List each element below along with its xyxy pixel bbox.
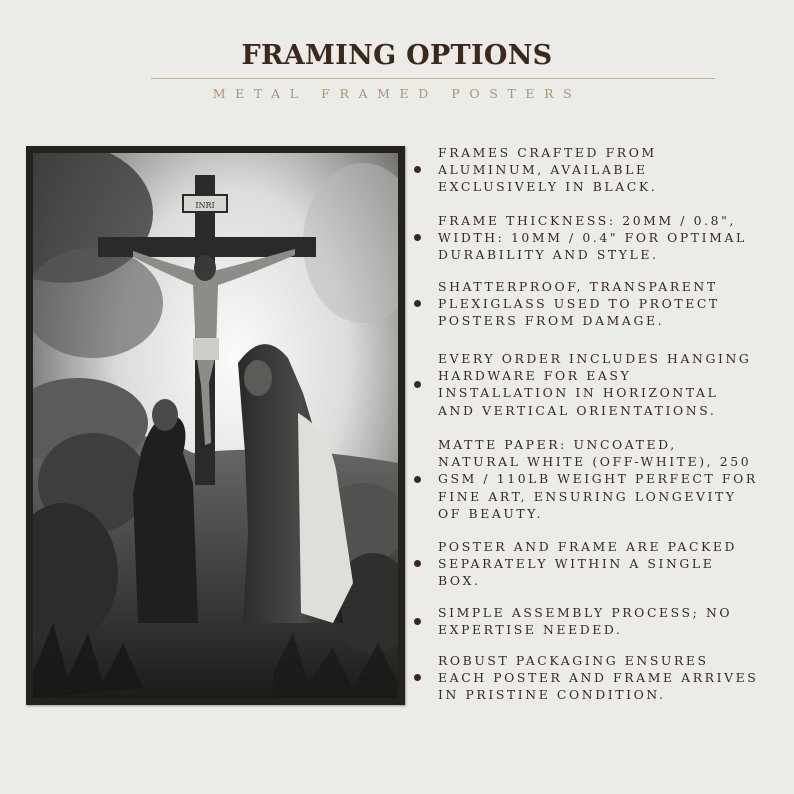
feature-text xyxy=(438,652,783,704)
framed-poster xyxy=(26,146,405,705)
poster-artwork xyxy=(33,153,398,698)
feature-line: INSTALLATION IN HORIZONTAL xyxy=(438,385,719,401)
feature-text xyxy=(438,144,783,196)
feature-text xyxy=(438,278,783,330)
feature-item xyxy=(414,212,790,264)
bullet-icon xyxy=(414,381,421,388)
feature-line: AND VERTICAL ORIENTATIONS. xyxy=(438,402,717,418)
feature-list xyxy=(414,0,790,794)
feature-line: OF BEAUTY. xyxy=(438,505,544,521)
feature-line: EXPERTISE NEEDED. xyxy=(438,622,623,638)
feature-line: PLEXIGLASS USED TO PROTECT xyxy=(438,296,720,312)
feature-item xyxy=(414,436,790,522)
feature-line: EACH POSTER AND FRAME ARRIVES xyxy=(438,670,759,686)
page-subtitle: METAL FRAMED POSTERS xyxy=(212,86,582,101)
feature-line: IN PRISTINE CONDITION. xyxy=(438,687,666,703)
feature-item xyxy=(414,350,790,419)
feature-item xyxy=(414,604,790,638)
bullet-icon xyxy=(414,674,421,681)
feature-text xyxy=(438,604,783,638)
bullet-icon xyxy=(414,560,421,567)
feature-item xyxy=(414,144,790,196)
feature-line: MATTE PAPER: UNCOATED, xyxy=(438,437,677,452)
bullet-icon xyxy=(414,300,421,307)
feature-item xyxy=(414,278,790,330)
feature-line: HARDWARE FOR EASY xyxy=(438,368,632,384)
feature-line: ALUMINUM, AVAILABLE xyxy=(438,162,648,178)
feature-line: SEPARATELY WITHIN A SINGLE xyxy=(438,556,715,572)
feature-text xyxy=(438,350,783,419)
feature-line: EXCLUSIVELY IN BLACK. xyxy=(438,179,658,195)
bullet-icon xyxy=(414,166,421,173)
feature-line: GSM / 110LB WEIGHT PERFECT FOR xyxy=(438,471,758,487)
feature-line: ROBUST PACKAGING ENSURES xyxy=(438,653,709,668)
feature-line: DURABILITY AND STYLE. xyxy=(438,247,659,263)
bullet-icon xyxy=(414,618,421,625)
feature-line: POSTER AND FRAME ARE PACKED xyxy=(438,539,738,554)
feature-line: POSTERS FROM DAMAGE. xyxy=(438,313,665,329)
feature-line: NATURAL WHITE (OFF-WHITE), 250 xyxy=(438,454,752,470)
feature-text xyxy=(438,538,783,590)
feature-item xyxy=(414,652,790,704)
feature-line: BOX. xyxy=(438,573,481,589)
feature-text xyxy=(438,212,783,264)
bullet-icon xyxy=(414,234,421,241)
feature-line: FRAME THICKNESS: 20MM / 0.8", xyxy=(438,213,736,228)
feature-line: FINE ART, ENSURING LONGEVITY xyxy=(438,488,737,504)
feature-line: EVERY ORDER INCLUDES HANGING xyxy=(438,351,752,366)
page-title: FRAMING OPTIONS xyxy=(241,40,553,71)
feature-text xyxy=(438,436,783,522)
feature-line: FRAMES CRAFTED FROM xyxy=(438,145,657,160)
feature-item xyxy=(414,538,790,590)
cross-plaque: INRI xyxy=(195,201,215,210)
feature-line: SIMPLE ASSEMBLY PROCESS; NO xyxy=(438,605,733,620)
feature-line: WIDTH: 10MM / 0.4" FOR OPTIMAL xyxy=(438,230,747,246)
feature-line: SHATTERPROOF, TRANSPARENT xyxy=(438,279,718,294)
bullet-icon xyxy=(414,476,421,483)
